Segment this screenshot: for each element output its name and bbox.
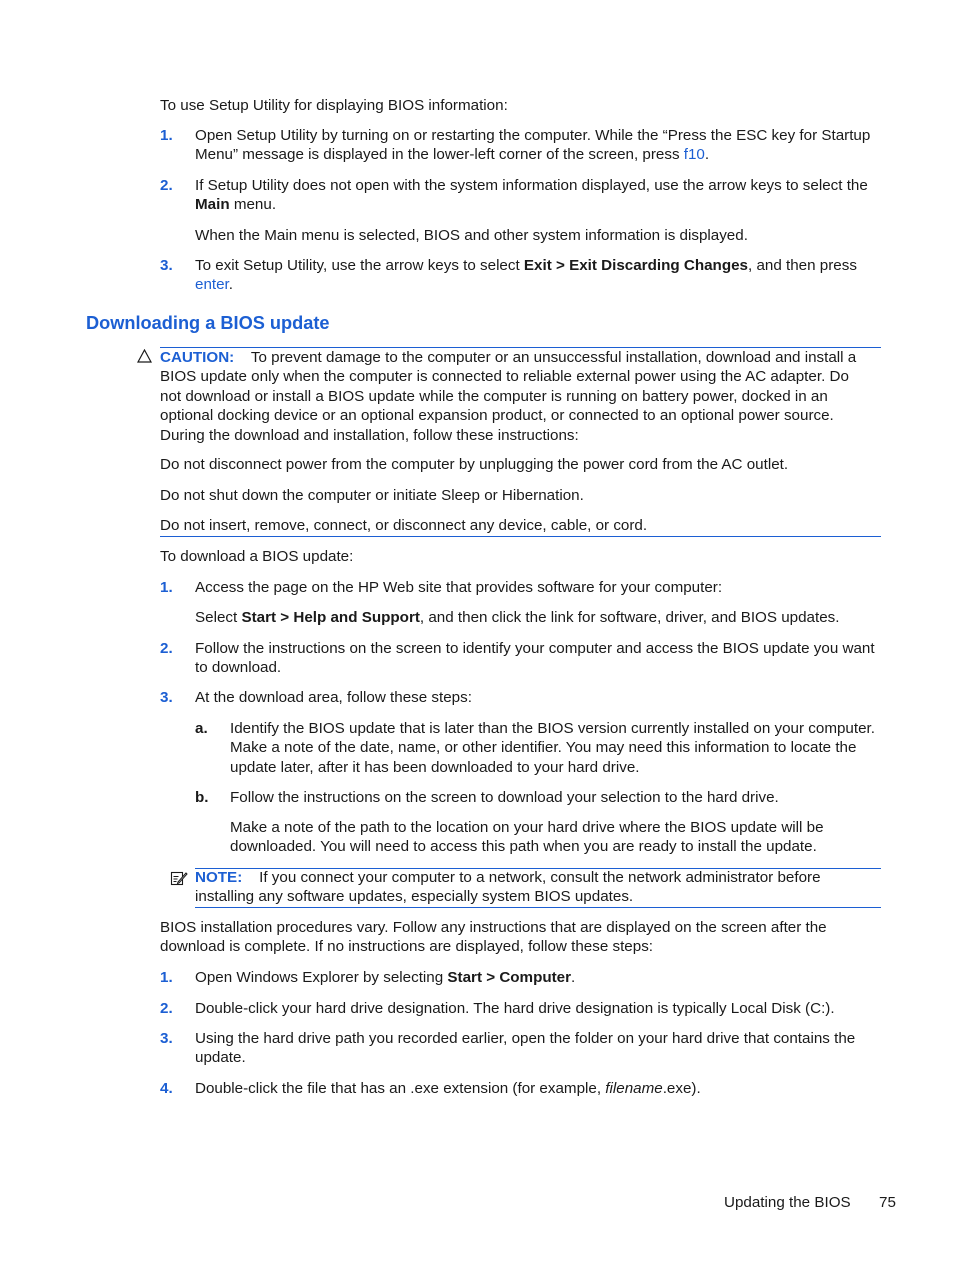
section3-step-4: Double-click the file that has an .exe extension (for example, filename.exe).: [195, 1080, 701, 1097]
step-number: 3.: [160, 1030, 173, 1047]
step-number: 3.: [160, 257, 173, 274]
caution-item: Do not shut down the computer or initiate Sleep or Hibernation.: [160, 487, 584, 504]
key-enter: enter: [195, 276, 229, 294]
substep-a: Identify the BIOS update that is later than the BIOS version currently installed on your computer. Make a note of the date, name, or other identifier. You may need this information to locate the update later, after it has been downloaded to your hard drive.: [230, 720, 875, 776]
step-number: 1.: [160, 579, 173, 596]
substep-letter: a.: [195, 720, 208, 737]
step-number: 2.: [160, 1000, 173, 1017]
caution-item: Do not insert, remove, connect, or disconnect any device, cable, or cord.: [160, 517, 648, 534]
caution-label: CAUTION:: [160, 349, 235, 366]
step-number: 3.: [160, 689, 173, 706]
note-pencil-icon: [170, 869, 188, 887]
caution-item: Do not disconnect power from the computer by unplugging the power cord from the AC outlet.: [160, 456, 789, 473]
substep-letter: b.: [195, 789, 209, 806]
section2-step-1-detail: Select Start > Help and Support, and then click the link for software, driver, and BIOS updates.: [195, 609, 840, 626]
section2-step-2: Follow the instructions on the screen to identify your computer and access the BIOS update you want to download.: [195, 640, 875, 677]
caution-bottom-rule: [160, 536, 881, 537]
footer-section-title: Updating the BIOS: [724, 1194, 851, 1211]
step-number: 2.: [160, 640, 173, 657]
section2-step-3: At the download area, follow these steps:: [195, 689, 472, 706]
note-bottom-rule: [195, 907, 881, 908]
key-f10: f10: [683, 146, 705, 164]
step-number: 4.: [160, 1080, 173, 1097]
caution-triangle-icon: [137, 349, 152, 363]
section3-step-2: Double-click your hard drive designation. The hard drive designation is typically Local Disk (C:).: [195, 1000, 835, 1017]
section1-intro: To use Setup Utility for displaying BIOS information:: [160, 97, 508, 114]
substep-b: Follow the instructions on the screen to download your selection to the hard drive.: [230, 789, 779, 806]
section3-step-1: Open Windows Explorer by selecting Start > Computer.: [195, 969, 576, 986]
caution-text: CAUTION: To prevent damage to the computer or an unsuccessful installation, download and install a BIOS update only when the computer is connected to reliable external power using the AC adapter. Do not download or install a BIOS update while the computer is running on battery power, docked in an optional docking device or an optional expansion product, or connected to an optional power source. During the download and installation, follow these instructions:: [160, 349, 857, 444]
section1-step-2: If Setup Utility does not open with the system information displayed, use the arrow keys to select the Main menu.: [195, 177, 868, 214]
note-text: NOTE: If you connect your computer to a network, consult the network administrator before installing any software updates, especially system BIOS updates.: [195, 869, 821, 906]
section3-intro: BIOS installation procedures vary. Follow any instructions that are displayed on the screen after the download is complete. If no instructions are displayed, follow these steps:: [160, 919, 827, 956]
step-number: 2.: [160, 177, 173, 194]
section3-step-3: Using the hard drive path you recorded earlier, open the folder on your hard drive that contains the update.: [195, 1030, 856, 1067]
section-heading: Downloading a BIOS update: [86, 313, 330, 333]
section1-step-1: Open Setup Utility by turning on or restarting the computer. While the “Press the ESC key for Startup Menu” message is displayed in the lower-left corner of the screen, press f10.: [195, 127, 871, 164]
section2-step-1: Access the page on the HP Web site that provides software for your computer:: [195, 579, 723, 596]
section2-intro: To download a BIOS update:: [160, 548, 354, 565]
page-number: 75: [879, 1194, 896, 1211]
note-label: NOTE:: [195, 869, 243, 886]
step-number: 1.: [160, 127, 173, 144]
section1-step-3: To exit Setup Utility, use the arrow keys to select Exit > Exit Discarding Changes, and then press enter.: [195, 257, 857, 294]
substep-b-detail: Make a note of the path to the location on your hard drive where the BIOS update will be downloaded. You will need to access this path when you are ready to install the update.: [230, 819, 824, 856]
step-number: 1.: [160, 969, 173, 986]
section1-step-2-detail: When the Main menu is selected, BIOS and other system information is displayed.: [195, 227, 748, 244]
